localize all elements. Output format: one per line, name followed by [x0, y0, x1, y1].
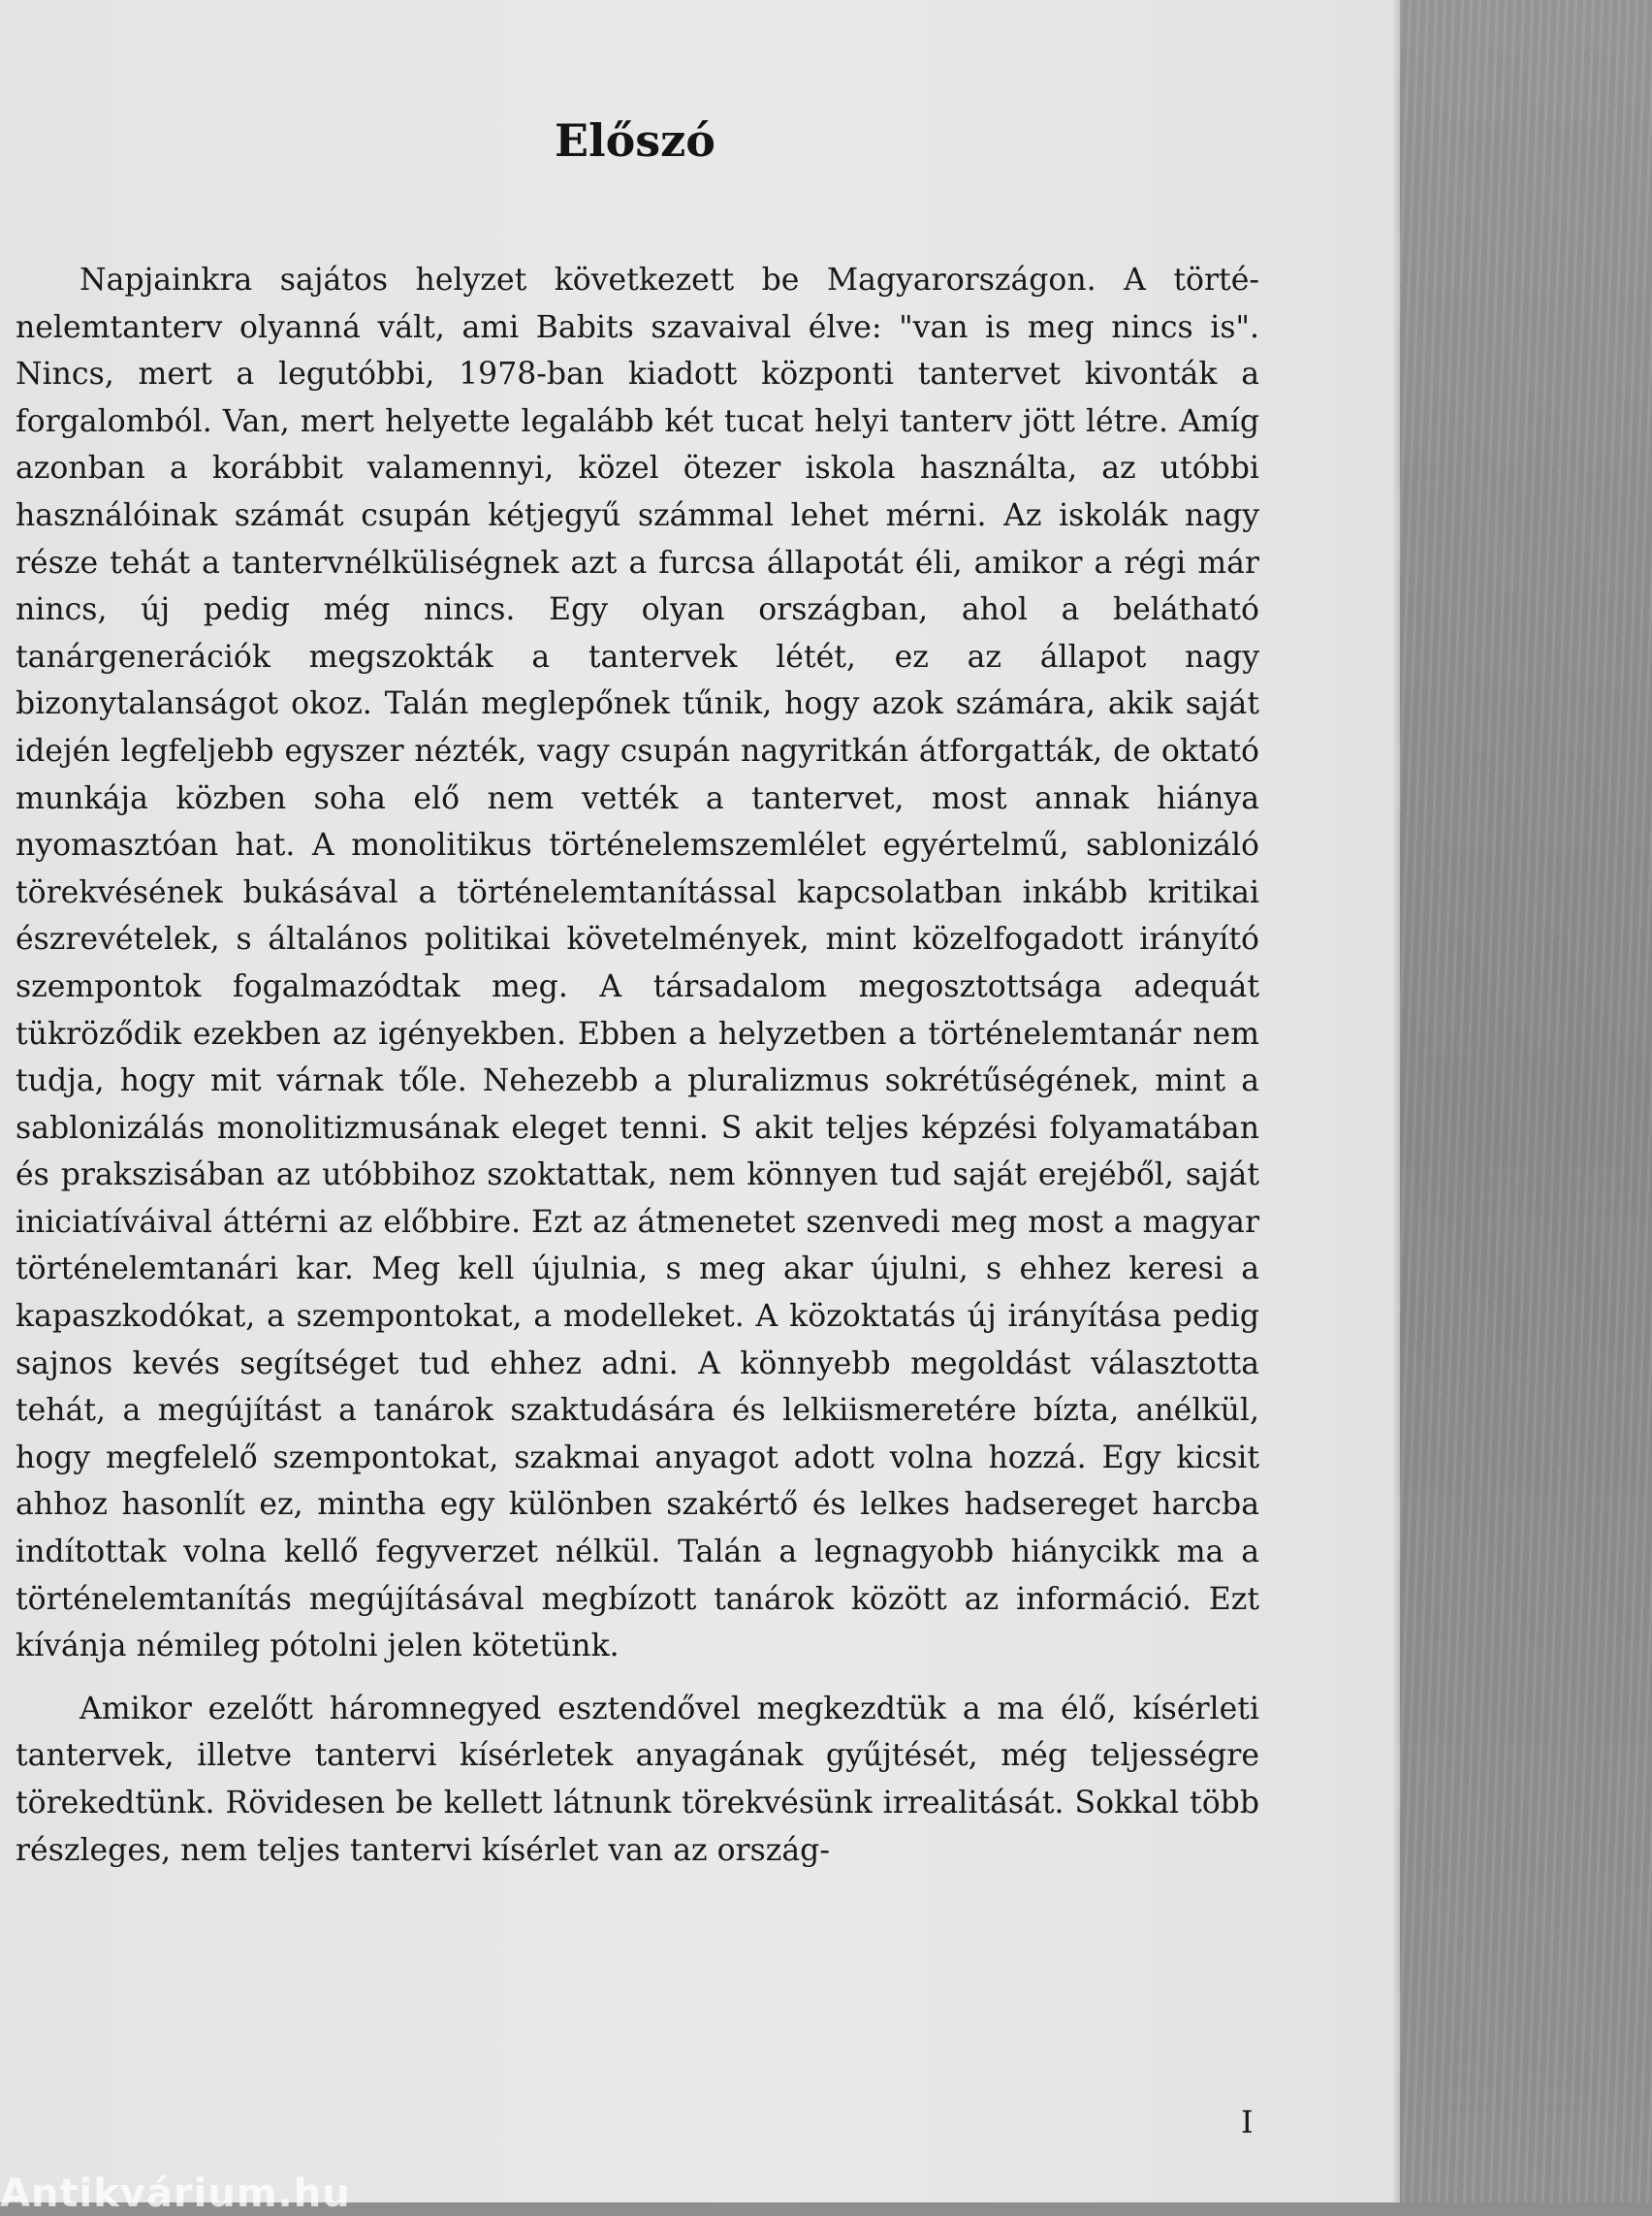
- watermark: Antikvárium.hu: [0, 2171, 351, 2216]
- page-number: I: [1241, 2104, 1254, 2140]
- page-title: Előszó: [555, 114, 715, 167]
- paragraph-1: Napjainkra sajátos helyzet következett be Magyarországon. A történelemtanterv olyanná vált, ami Babits szavaival élve: "van is meg nincs is". Nincs, mert a legutóbbi, 1978-ban kiadott központi tantervet kivonták a forgalomból. Van, mert helyette legalább két tucat helyi tanterv jött létre. Amíg azonban a korábbit valamennyi, közel ötezer iskola használta, az utóbbi használóinak számát csupán kétjegyű számmal lehet mérni. Az iskolák nagy része tehát a tantervnélküliségnek azt a furcsa állapotát éli, amikor a régi már nincs, új pedig még nincs. Egy olyan országban, ahol a belátható tanárgenerációk megszokták a tantervek létét, ez az állapot nagy bizonytalanságot okoz. Talán meglepőnek tűnik, hogy azok számára, akik saját idején legfeljebb egyszer nézték, vagy csupán nagyritkán átforgatták, de oktató munkája közben soha elő nem vették a tantervet, most annak hiánya nyomasztóan hat. A monolitikus történelemszemlélet egyértelmű, sablonizáló törekvésének bukásával a történelemtanítással kapcsolatban inkább kritikai észrevételek, s általános politikai követelmények, mint közelfogadott irányító szempontok fogalmazódtak meg. A társadalom megosztottsága adequát tükröződik ezekben az igényekben. Ebben a helyzetben a történelemtanár nem tudja, hogy mit várnak tőle. Nehezebb a pluralizmus sokrétűségének, mint a sablonizálás monolitizmusának eleget tenni. S akit teljes képzési folyamatában és prakszisában az utóbbihoz szoktattak, nem könnyen tud saját erejéből, saját iniciatíváival áttérni az előbbire. Ezt az átmenetet szenvedi meg most a magyar történelemtanári kar. Meg kell újulnia, s meg akar újulni, s ehhez keresi a kapaszkodókat, a szempontokat, a modelleket. A közoktatás új irányítása pedig sajnos kevés segítséget tud ehhez adni. A könnyebb megoldást választotta tehát, a megújítást a tanárok szaktudására és lelkiismeretére bízta, anélkül, hogy megfelelő szempontokat, szakmai anyagot adott volna hozzá. Egy kicsit ahhoz hasonlít ez, mintha egy különben szakértő és lelkes hadsereget harcba indítottak volna kellő fegyverzet nélkül. Talán a legnagyobb hiánycikk ma a történelemtanítás megújításával megbízott tanárok között az információ. Ezt kívánja némileg pótolni jelen kötetünk.: [16, 263, 1259, 1664]
- background-surface: [1400, 0, 1652, 2202]
- paragraph-2: Amikor ezelőtt háromnegyed esztendővel megkezdtük a ma élő, kísérleti tantervek, illetve tantervi kísérletek anyagának gyűjtését, még teljességre törekedtünk. Rövidesen be kellett látnunk törekvésünk irrealitását. Sokkal több részleges, nem teljes tantervi kísérlet van az ország-: [16, 1691, 1259, 1868]
- body-text: [16, 257, 1259, 1874]
